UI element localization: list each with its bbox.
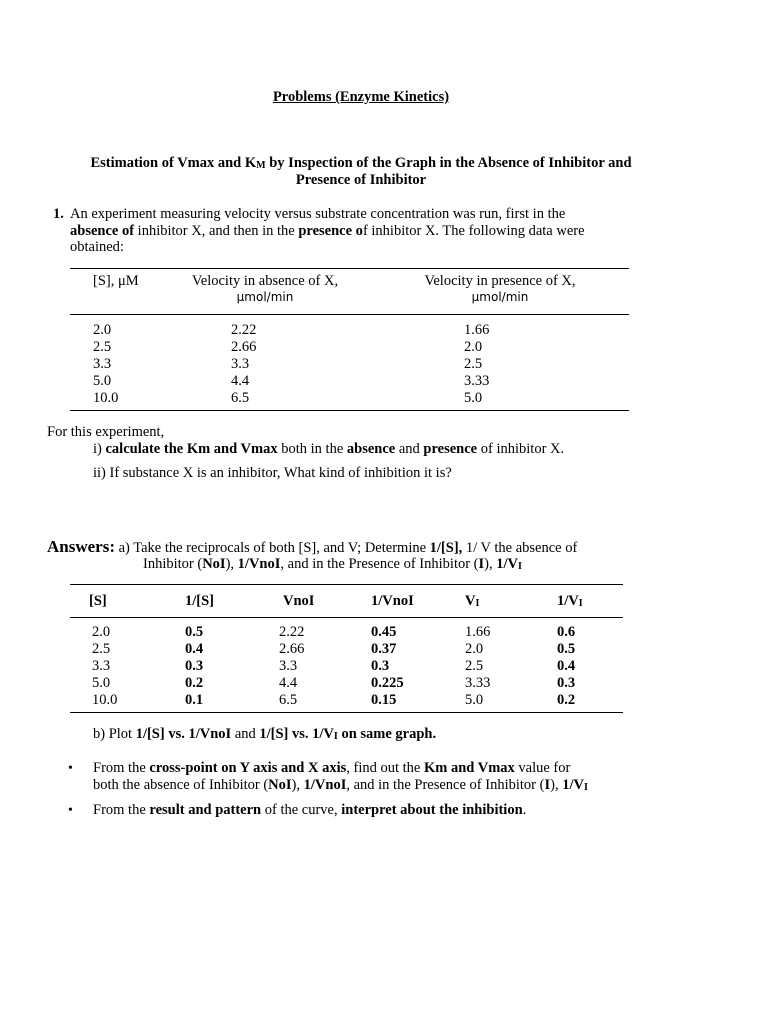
plot-instruction bbox=[93, 726, 436, 743]
table-cell: 2.5 bbox=[93, 339, 112, 355]
answers-bold: I bbox=[478, 556, 485, 572]
answers-text: a) Take the reciprocals of both [S], and V; Determine bbox=[115, 540, 430, 556]
bullet-bold: NoI bbox=[268, 777, 292, 793]
bullet-subscript: I bbox=[583, 782, 588, 793]
bullet-text: . bbox=[522, 802, 527, 818]
table-cell: 0.225 bbox=[371, 675, 404, 691]
bullet-text: both the absence of Inhibitor ( bbox=[93, 777, 269, 793]
table-cell: 0.3 bbox=[371, 658, 390, 674]
table-cell: 0.1 bbox=[185, 692, 204, 708]
table-cell: 10.0 bbox=[93, 390, 119, 406]
bullet-2 bbox=[93, 802, 526, 819]
table-cell: 2.66 bbox=[279, 641, 305, 657]
heading-text-b: by Inspection of the Graph in the Absence of Inhibitor and bbox=[265, 155, 632, 171]
table-cell: 3.3 bbox=[92, 658, 111, 674]
table-cell: 0.3 bbox=[557, 675, 576, 691]
table2-bottom-rule bbox=[70, 712, 623, 713]
table-cell: 2.0 bbox=[465, 641, 484, 657]
answers-bold: NoI bbox=[202, 556, 226, 572]
table-cell: 1.66 bbox=[465, 624, 491, 640]
item-text: both in the bbox=[277, 441, 347, 457]
answers-text: 1/ V the absence of bbox=[462, 540, 578, 556]
plot-bold: 1/[S] vs. 1/V bbox=[259, 726, 334, 742]
answers-line2 bbox=[143, 556, 522, 573]
item-bold: presence bbox=[423, 441, 478, 457]
bullet-bold: result and pattern bbox=[149, 802, 262, 818]
bullet-text: , and in the Presence of Inhibitor ( bbox=[346, 777, 545, 793]
section-heading-line2: Presence of Inhibitor bbox=[295, 172, 427, 188]
header-unit: μmol/min bbox=[236, 290, 294, 304]
bullet-text: ), bbox=[550, 777, 563, 793]
item-text: and bbox=[395, 441, 424, 457]
plot-text: and bbox=[231, 726, 260, 742]
table-cell: 2.22 bbox=[231, 322, 257, 338]
header-text: 1/V bbox=[557, 593, 579, 609]
table1-col-s bbox=[93, 322, 118, 407]
table1-header-s: [S], μM bbox=[93, 273, 139, 289]
page-title: Problems (Enzyme Kinetics) bbox=[272, 89, 450, 105]
table-cell: 2.0 bbox=[92, 624, 111, 640]
heading-text-a: Estimation of Vmax and K bbox=[90, 155, 257, 171]
item-text: of inhibitor X. bbox=[477, 441, 565, 457]
table2-col-s bbox=[92, 624, 117, 709]
bullet-bold: 1/VnoI bbox=[303, 777, 347, 793]
answers-label: Answers: bbox=[47, 537, 115, 556]
table-cell: 2.5 bbox=[465, 658, 484, 674]
question-number: 1. bbox=[53, 206, 64, 222]
answers-line1 bbox=[47, 537, 577, 557]
answers-text: ), bbox=[225, 556, 238, 572]
experiment-item-ii: ii) If substance X is an inhibitor, What kind of inhibition it is? bbox=[93, 465, 452, 481]
bullet-bold: cross-point on Y axis and X axis bbox=[149, 760, 347, 776]
table2-header-s: [S] bbox=[89, 593, 107, 609]
table2-header-rule bbox=[70, 617, 623, 618]
table1-col-presence bbox=[464, 322, 489, 407]
bullet-text: , find out the bbox=[346, 760, 424, 776]
bullet-bold: I bbox=[544, 777, 551, 793]
q-bold-absence: absence of bbox=[70, 223, 135, 239]
header-subscript: I bbox=[475, 598, 480, 609]
header-unit: μmol/min bbox=[471, 290, 529, 304]
answers-subscript: I bbox=[518, 561, 522, 572]
experiment-intro: For this experiment, bbox=[47, 424, 165, 440]
table2-header-inv-s: 1/[S] bbox=[185, 593, 214, 609]
table2-header-vi bbox=[465, 593, 479, 610]
experiment-item-i bbox=[93, 441, 564, 458]
item-prefix: i) bbox=[93, 441, 106, 457]
table-cell: 4.4 bbox=[231, 373, 250, 389]
table-cell: 2.5 bbox=[464, 356, 483, 372]
table2-col-inv-vi bbox=[557, 624, 575, 709]
table-cell: 2.66 bbox=[231, 339, 257, 355]
table-cell: 0.15 bbox=[371, 692, 397, 708]
bullet-dot-icon: • bbox=[68, 761, 73, 776]
header-line: Velocity in presence of X, bbox=[424, 273, 576, 289]
table-cell: 0.3 bbox=[185, 658, 204, 674]
table1-bottom-rule bbox=[70, 410, 629, 411]
bullet-1-line2 bbox=[93, 777, 588, 794]
table2-header-inv-vnoi: 1/VnoI bbox=[371, 593, 414, 609]
bullet-bold: Km and Vmax bbox=[424, 760, 515, 776]
q-text: inhibitor X, and then in the bbox=[134, 223, 299, 239]
table1-header-absence bbox=[170, 273, 360, 304]
header-line: Velocity in absence of X, bbox=[191, 273, 339, 289]
table-cell: 10.0 bbox=[92, 692, 118, 708]
table-cell: 3.3 bbox=[93, 356, 112, 372]
table-cell: 6.5 bbox=[279, 692, 298, 708]
table2-header-vnoi: VnoI bbox=[283, 593, 315, 609]
answers-bold: 1/VnoI bbox=[237, 556, 281, 572]
table-cell: 3.3 bbox=[279, 658, 298, 674]
item-bold: calculate the Km and Vmax bbox=[105, 441, 278, 457]
bullet-bold: 1/V bbox=[562, 777, 584, 793]
plot-bold: on same graph. bbox=[337, 726, 437, 742]
bullet-dot-icon: • bbox=[68, 803, 73, 818]
table2-col-vi bbox=[465, 624, 490, 709]
question-text-line2 bbox=[70, 223, 585, 240]
table1-header-presence bbox=[400, 273, 600, 304]
table1-top-rule bbox=[70, 268, 629, 269]
table-cell: 5.0 bbox=[92, 675, 111, 691]
bullet-text: ), bbox=[291, 777, 304, 793]
table-cell: 0.4 bbox=[185, 641, 204, 657]
plot-subscript: I bbox=[333, 731, 338, 742]
table1-header-rule bbox=[70, 314, 629, 315]
table-cell: 0.2 bbox=[557, 692, 576, 708]
heading-subscript: M bbox=[256, 160, 266, 171]
answers-bold: 1/V bbox=[496, 556, 518, 572]
bullet-bold: interpret about the inhibition bbox=[341, 802, 523, 818]
plot-text: b) Plot bbox=[93, 726, 136, 742]
header-subscript: I bbox=[578, 598, 583, 609]
section-heading bbox=[0, 155, 722, 172]
table-cell: 5.0 bbox=[93, 373, 112, 389]
table-cell: 0.45 bbox=[371, 624, 397, 640]
table-cell: 0.6 bbox=[557, 624, 576, 640]
table-cell: 3.33 bbox=[464, 373, 490, 389]
bullet-text: value for bbox=[514, 760, 571, 776]
q-bold-presence: presence o bbox=[298, 223, 363, 239]
table2-top-rule bbox=[70, 584, 623, 585]
table-cell: 6.5 bbox=[231, 390, 250, 406]
table-cell: 3.3 bbox=[231, 356, 250, 372]
table-cell: 2.5 bbox=[92, 641, 111, 657]
table-cell: 0.4 bbox=[557, 658, 576, 674]
table-cell: 2.0 bbox=[464, 339, 483, 355]
plot-bold: 1/[S] vs. 1/VnoI bbox=[135, 726, 232, 742]
item-bold: absence bbox=[346, 441, 396, 457]
bullet-text: From the bbox=[93, 760, 150, 776]
table2-col-inv-s bbox=[185, 624, 203, 709]
answers-bold: 1/[S], bbox=[429, 540, 463, 556]
answers-text: , and in the Presence of Inhibitor ( bbox=[280, 556, 479, 572]
bullet-text: of the curve, bbox=[261, 802, 342, 818]
table-cell: 0.37 bbox=[371, 641, 397, 657]
bullet-text: From the bbox=[93, 802, 150, 818]
table2-header-inv-vi bbox=[557, 593, 583, 610]
table-cell: 2.22 bbox=[279, 624, 305, 640]
answers-text: ), bbox=[484, 556, 497, 572]
table-cell: 5.0 bbox=[465, 692, 484, 708]
table-cell: 0.5 bbox=[557, 641, 576, 657]
table1-col-absence bbox=[231, 322, 256, 407]
answers-text: Inhibitor ( bbox=[143, 556, 203, 572]
table-cell: 0.2 bbox=[185, 675, 204, 691]
table2-col-vnoi bbox=[279, 624, 304, 709]
question-text-line1: An experiment measuring velocity versus substrate concentration was run, first in the bbox=[70, 206, 566, 222]
table-cell: 2.0 bbox=[93, 322, 112, 338]
table-cell: 5.0 bbox=[464, 390, 483, 406]
table-cell: 3.33 bbox=[465, 675, 491, 691]
table-cell: 4.4 bbox=[279, 675, 298, 691]
header-text: V bbox=[465, 593, 476, 609]
table-cell: 1.66 bbox=[464, 322, 490, 338]
question-text-line3: obtained: bbox=[70, 239, 124, 255]
table-cell: 0.5 bbox=[185, 624, 204, 640]
q-text: f inhibitor X. The following data were bbox=[362, 223, 585, 239]
bullet-1-line1 bbox=[93, 760, 570, 777]
table2-col-inv-vnoi bbox=[371, 624, 404, 709]
